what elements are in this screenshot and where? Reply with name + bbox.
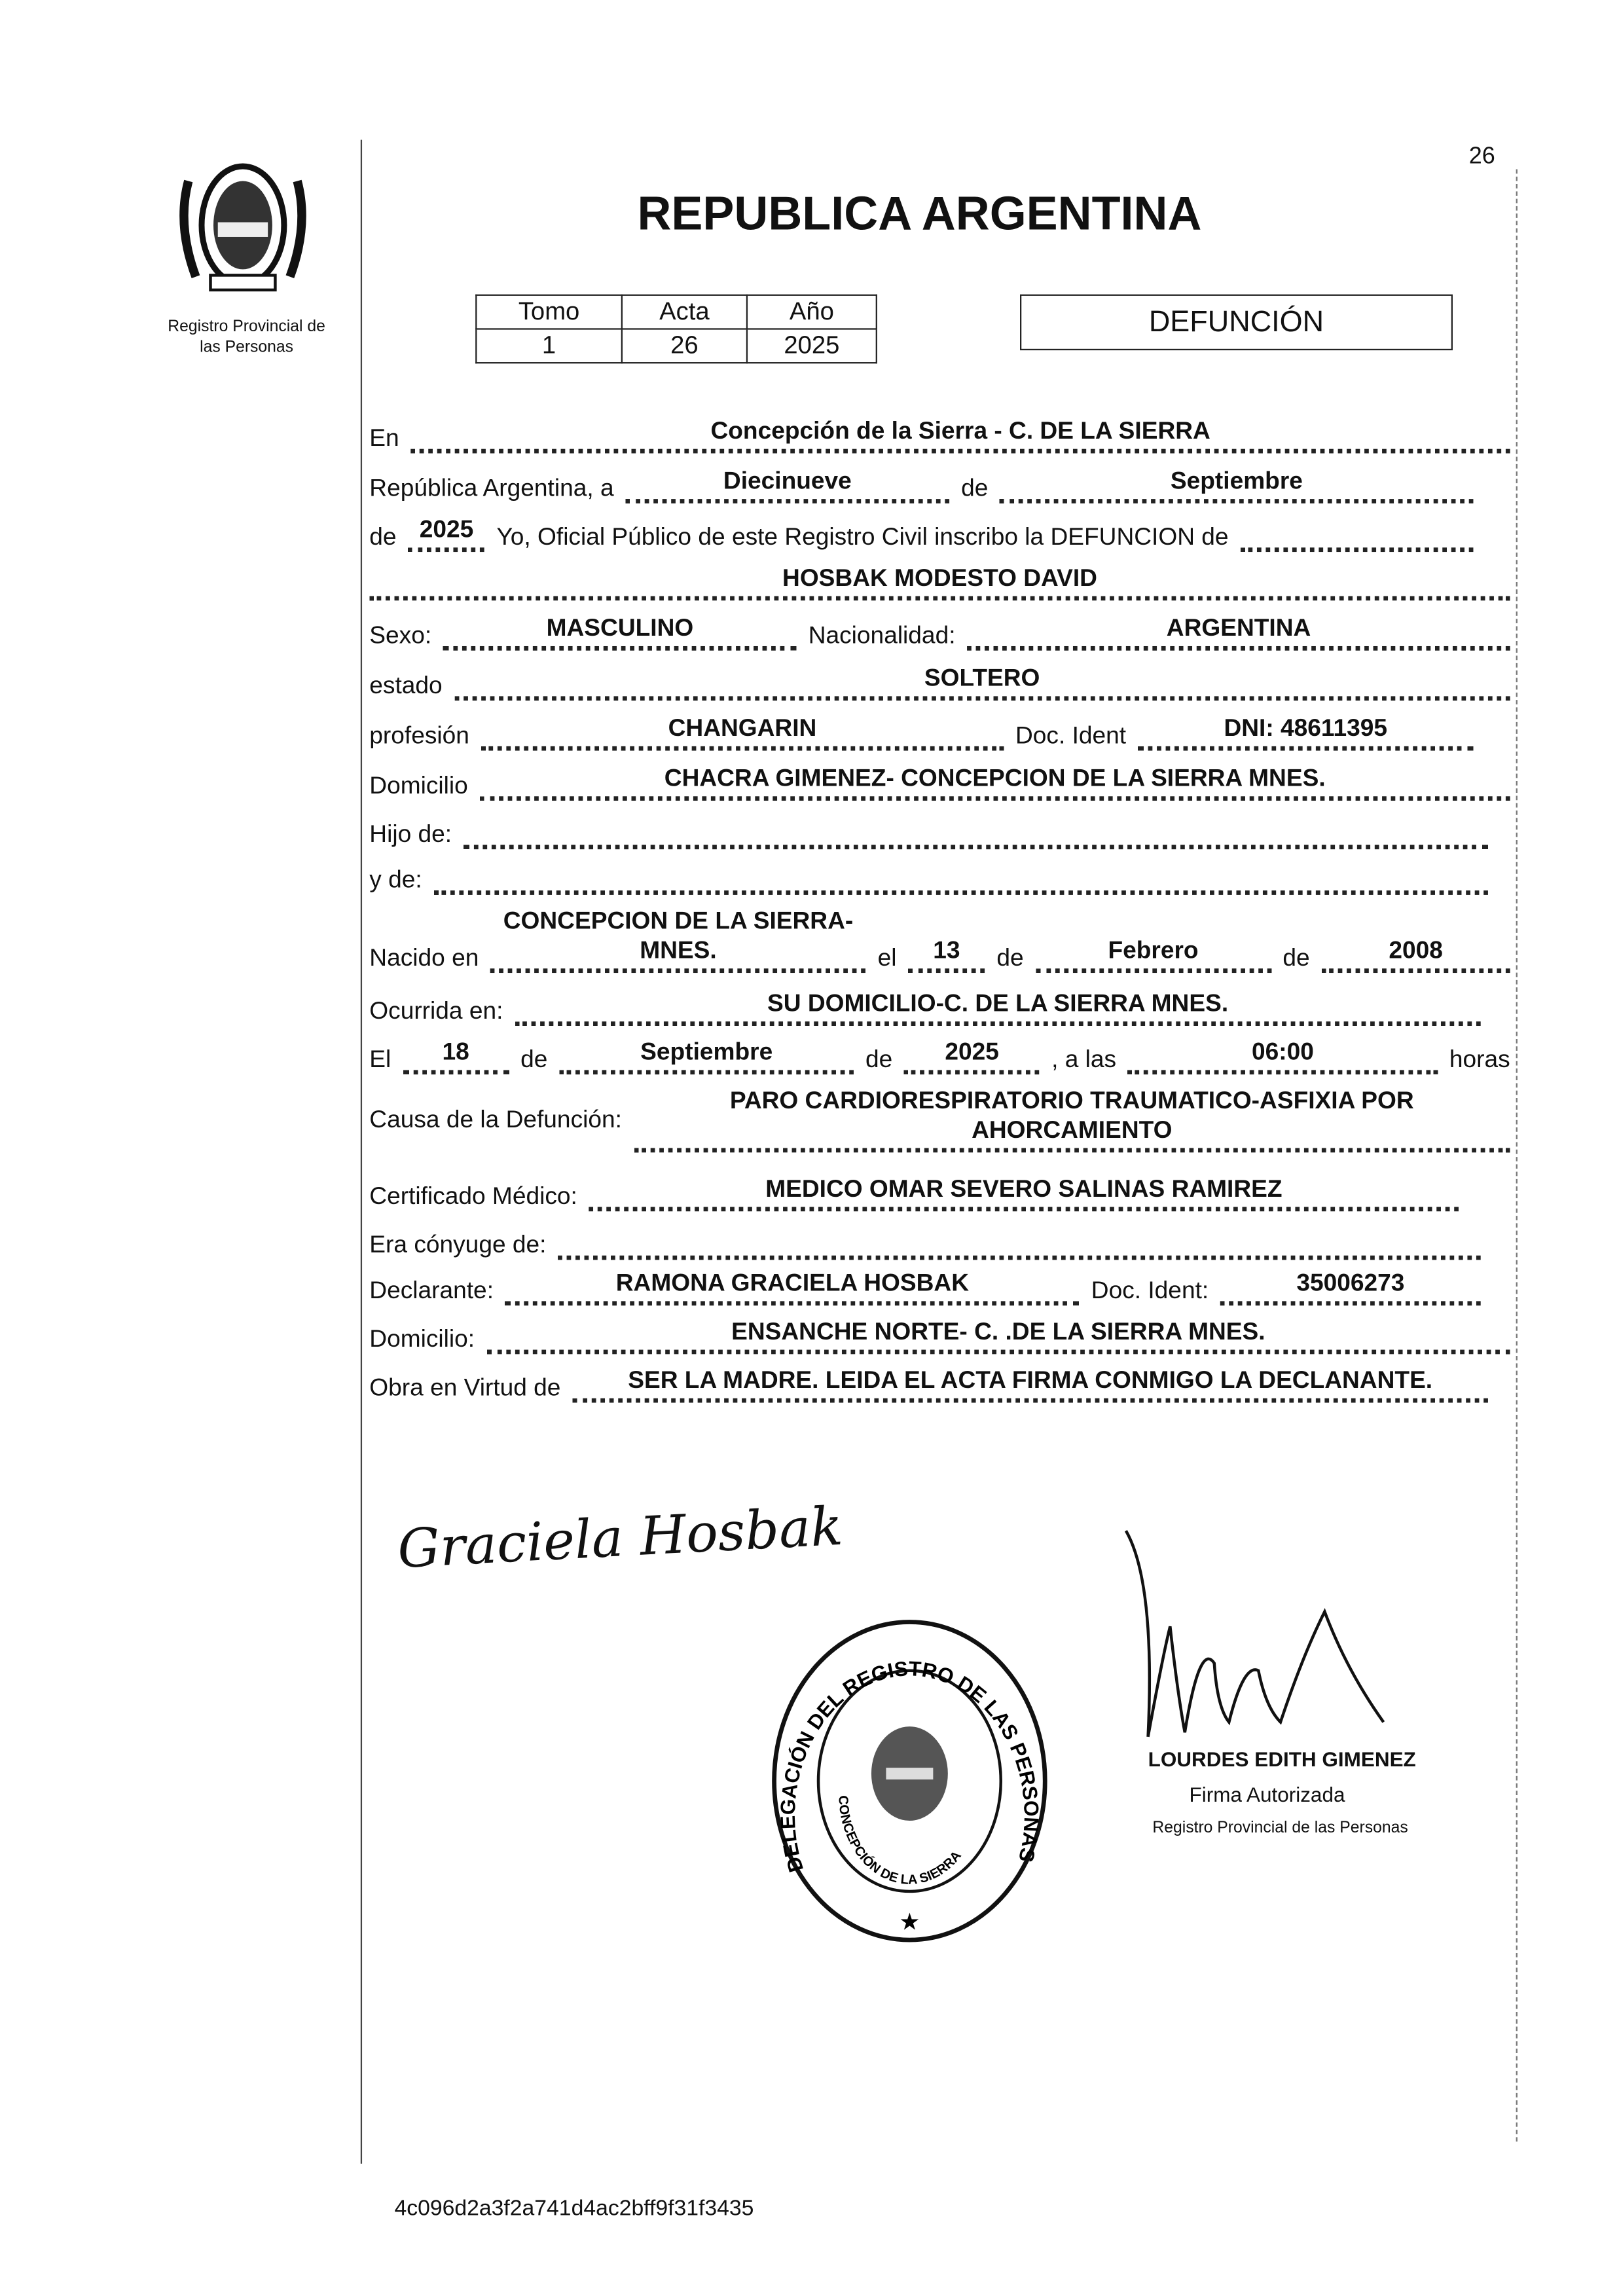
deceased-name: HOSBAK MODESTO DAVID: [369, 564, 1510, 600]
row-spouse: [369, 1223, 1510, 1260]
death-month: Septiembre: [559, 1038, 854, 1074]
ocurrida-value: SU DOMICILIO-C. DE LA SIERRA MNES.: [515, 989, 1480, 1026]
hijo-label: Hijo de:: [369, 821, 452, 848]
y-de-label: y de:: [369, 867, 422, 894]
registry-seal: [763, 1612, 1057, 1950]
ano-value: 2025: [747, 329, 877, 363]
row-by-virtue: [369, 1366, 1510, 1402]
nacionalidad-value: ARGENTINA: [967, 613, 1510, 650]
place-value: Concepción de la Sierra - C. DE LA SIERRA: [411, 416, 1510, 453]
row-civil-status: [369, 664, 1510, 701]
domicilio-value: CHACRA GIMENEZ- CONCEPCION DE LA SIERRA MNES.: [480, 764, 1510, 801]
registry-line-1: Registro Provincial de: [168, 318, 325, 336]
registry-line-2: las Personas: [200, 338, 294, 357]
nacido-label: Nacido en: [369, 945, 479, 972]
sexo-value: MASCULINO: [443, 613, 797, 650]
row-date: [369, 467, 1510, 503]
birthplace-value-line1: CONCEPCION DE LA SIERRA-: [503, 908, 854, 935]
left-margin-line: [361, 140, 362, 2164]
row-occurred: [369, 989, 1510, 1026]
page-title: REPUBLICA ARGENTINA: [637, 187, 1202, 240]
official-role: Firma Autorizada: [1189, 1782, 1345, 1806]
de-label: de: [369, 524, 397, 551]
birth-year: 2008: [1322, 936, 1510, 973]
de-label: de: [520, 1046, 548, 1073]
dotted-line: [434, 858, 1488, 895]
doc-ident-value: DNI: 48611395: [1138, 714, 1473, 750]
dotted-line: [1241, 515, 1474, 552]
row-death-date: [369, 1038, 1510, 1074]
year-value: 2025: [409, 515, 485, 552]
domicilio-2-value: ENSANCHE NORTE- C. .DE LA SIERRA MNES.: [486, 1317, 1510, 1354]
row-medical-certificate: [369, 1175, 1510, 1211]
de-label: de: [1282, 945, 1310, 972]
seal-outer-text: DELEGACIÓN DEL REGISTRO DE LAS PERSONAS: [776, 1657, 1044, 1875]
conyuge-label: Era cónyuge de:: [369, 1231, 547, 1259]
doc-ident-2-label: Doc. Ident:: [1091, 1277, 1209, 1304]
ocurrida-label: Ocurrida en:: [369, 998, 503, 1025]
declarante-label: Declarante:: [369, 1277, 494, 1304]
death-day: 18: [403, 1038, 509, 1074]
en-label: En: [369, 425, 399, 452]
official-name: LOURDES EDITH GIMENEZ: [1148, 1747, 1416, 1771]
republica-label: República Argentina, a: [369, 475, 614, 502]
row-sex: [369, 613, 1510, 650]
dotted-line: [558, 1223, 1480, 1260]
horas-label: horas: [1449, 1046, 1510, 1073]
seal-inner-text: CONCEPCIÓN DE LA SIERRA: [835, 1795, 964, 1887]
causa-value-line2: AHORCAMIENTO: [972, 1117, 1173, 1144]
death-year: 2025: [904, 1038, 1040, 1074]
ano-header: Año: [747, 295, 877, 329]
profesion-label: profesión: [369, 722, 469, 750]
day-value: Diecinueve: [626, 467, 950, 503]
domicilio-2-label: Domicilio:: [369, 1326, 475, 1353]
tomo-value: 1: [476, 329, 622, 363]
obra-value: SER LA MADRE. LEIDA EL ACTA FIRMA CONMIGO LA DECLANANTE.: [572, 1366, 1487, 1402]
dotted-line: [464, 812, 1488, 849]
causa-label: Causa de la Defunción:: [369, 1106, 622, 1134]
el-label: El: [369, 1046, 391, 1073]
causa-field: [634, 1086, 1510, 1152]
right-margin-line: [1516, 170, 1518, 2142]
doc-ident-2-value: 35006273: [1220, 1269, 1481, 1305]
row-cause: [369, 1086, 1510, 1152]
doc-ident-label: Doc. Ident: [1015, 722, 1127, 750]
de-label: de: [865, 1046, 893, 1073]
birthplace-value-line2: MNES.: [640, 938, 717, 964]
sexo-label: Sexo:: [369, 622, 432, 649]
row-place: [369, 416, 1510, 453]
de-label: de: [996, 945, 1024, 972]
estado-value: SOLTERO: [454, 664, 1510, 701]
profesion-value: CHANGARIN: [481, 714, 1004, 750]
certificado-value: MEDICO OMAR SEVERO SALINAS RAMIREZ: [589, 1175, 1459, 1211]
row-name: [369, 564, 1510, 600]
row-address: [369, 764, 1510, 801]
record-type-box: DEFUNCIÓN: [1020, 295, 1453, 350]
official-org: Registro Provincial de las Personas: [1152, 1819, 1408, 1837]
record-number-table: [475, 295, 877, 364]
de-label: de: [961, 475, 989, 502]
acta-value: 26: [622, 329, 747, 363]
document-hash: 4c096d2a3f2a741d4ac2bff9f31f3435: [394, 2196, 754, 2221]
estado-label: estado: [369, 672, 443, 699]
row-child-of: [369, 812, 1510, 849]
month-value: Septiembre: [1000, 467, 1473, 503]
declarante-value: RAMONA GRACIELA HOSBAK: [505, 1269, 1080, 1305]
row-declarant: [369, 1269, 1510, 1305]
row-declarant-address: [369, 1317, 1510, 1354]
el-label: el: [877, 945, 897, 972]
obra-label: Obra en Virtud de: [369, 1374, 561, 1402]
row-statement: [369, 515, 1510, 552]
row-and-of: [369, 858, 1510, 895]
row-profession: [369, 714, 1510, 750]
death-time: 06:00: [1128, 1038, 1438, 1074]
birthplace-field: [490, 907, 865, 973]
certificado-label: Certificado Médico:: [369, 1183, 577, 1211]
declarant-signature-text: Graciela Hosbak: [396, 1497, 845, 1581]
statement-text: Yo, Oficial Público de este Registro Civil inscribo la DEFUNCION de: [496, 524, 1229, 551]
official-signature: [1111, 1523, 1406, 1741]
birth-day: 13: [908, 936, 985, 973]
nacionalidad-label: Nacionalidad:: [808, 622, 956, 649]
causa-value-line1: PARO CARDIORESPIRATORIO TRAUMATICO-ASFIXIA POR: [729, 1087, 1414, 1114]
registry-name: [140, 316, 354, 357]
acta-header: Acta: [622, 295, 747, 329]
row-birth: [369, 907, 1510, 973]
tomo-header: Tomo: [476, 295, 622, 329]
a-las-label: , a las: [1051, 1046, 1117, 1073]
province-coat-of-arms-logo: [173, 152, 314, 299]
domicilio-label: Domicilio: [369, 773, 468, 799]
page-number: 26: [1468, 144, 1495, 170]
birth-month: Febrero: [1036, 936, 1271, 973]
star-icon: ★: [899, 1908, 920, 1935]
declarant-signature: [396, 1497, 844, 1581]
